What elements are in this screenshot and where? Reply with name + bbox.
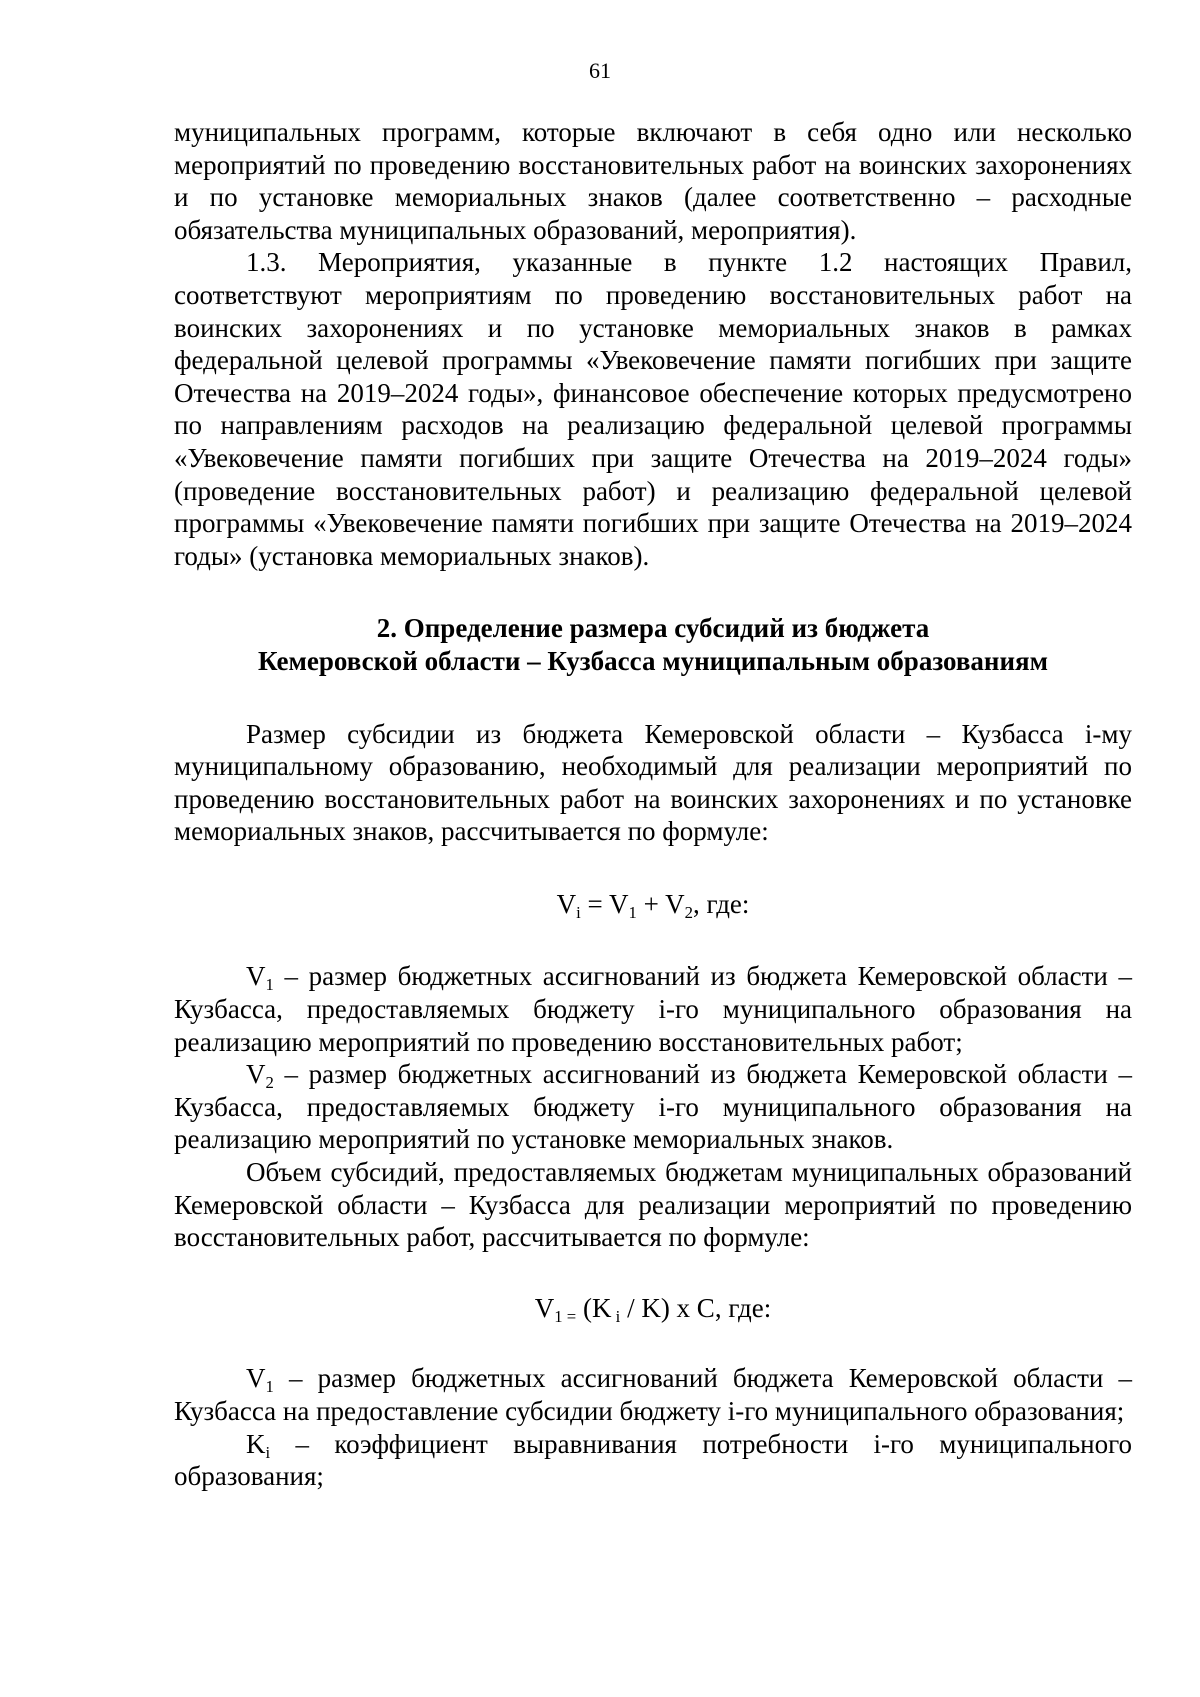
subsidy-size-paragraph: Размер субсидии из бюджета Кемеровской области – Кузбасса i-му муниципальному образованию, необходимый для реализации мероприятий по проведению восстановительных работ на воинских захоронениях и по установке мемориальных знаков, рассчитывается по формуле: (174, 718, 1132, 847)
section-2-heading (174, 612, 1132, 677)
definition-v2-text: – размер бюджетных ассигнований из бюджета Кемеровской области – Кузбасса, предоставляемых бюджету i-го муниципального образования на реализацию мероприятий по установке мемориальных знаков. (174, 1059, 1132, 1155)
formula-vi-plus: + V (636, 888, 685, 919)
page-number: 61 (589, 58, 611, 83)
definition-v1-budget-symbol: V (246, 1363, 266, 1394)
formula-vi (174, 888, 1132, 921)
formula-vi-sub-1: 1 (628, 902, 637, 922)
definition-v1-symbol: V (246, 961, 266, 992)
formula-v1-rest: / K) x C, где: (620, 1292, 772, 1323)
definition-ki-symbol: K (246, 1428, 266, 1459)
formula-v1-sub-i: i (611, 1306, 621, 1326)
formula-v1-open: (K (576, 1292, 612, 1323)
document-body (174, 116, 1132, 1493)
formula-v1-sub: 1 = (554, 1306, 577, 1326)
definition-ki-sub: i (265, 1442, 271, 1462)
definition-v2 (174, 1058, 1132, 1156)
clause-1-3-paragraph: 1.3. Мероприятия, указанные в пункте 1.2 настоящих Правил, соответствуют мероприятиям по проведению восстановительных работ на воинских захоронениях и по установке мемориальных знаков в рамках федеральной целевой программы «Увековечение памяти погибших при защите Отечества на 2019–2024 годы», финансовое обеспечение которых предусмотрено по направлениям расходов на реализацию федеральной целевой программы «Увековечение памяти погибших при защите Отечества на 2019–2024 годы» (проведение восстановительных работ) и реализацию федеральной целевой программы «Увековечение памяти погибших при защите Отечества на 2019–2024 годы» (установка мемориальных знаков). (174, 247, 1132, 571)
definition-ki-text: – коэффициент выравнивания потребности i-го муниципального образования; (174, 1428, 1132, 1492)
section-2-heading-line-2: Кемеровской области – Кузбасса муниципальным образованиям (257, 645, 1049, 676)
definition-v1 (174, 960, 1132, 1058)
subsidy-volume-paragraph: Объем субсидий, предоставляемых бюджетам муниципальных образований Кемеровской области – Кузбасса для реализации мероприятий по проведению восстановительных работ, рассчитывается по формуле: (174, 1157, 1132, 1253)
definition-ki (174, 1428, 1132, 1493)
definition-v1-budget-sub: 1 (265, 1377, 274, 1397)
definition-v2-sub: 2 (265, 1073, 274, 1093)
formula-vi-sub-2: 2 (684, 902, 693, 922)
formula-v1 (174, 1292, 1132, 1325)
definition-v1-budget-text: – размер бюджетных ассигнований бюджета Кемеровской области – Кузбасса на предоставление субсидии бюджету i-го муниципального образования; (174, 1363, 1132, 1426)
formula-vi-tail: , где: (692, 888, 750, 919)
definition-v2-symbol: V (246, 1059, 266, 1090)
definition-v1-sub: 1 (265, 975, 274, 995)
section-2-heading-line-1: 2. Определение размера субсидий из бюджета (376, 613, 930, 644)
formula-v1-symbol: V (534, 1292, 555, 1323)
formula-vi-symbol: V (556, 888, 577, 919)
definition-v1-budget (174, 1362, 1132, 1427)
definition-v1-text: – размер бюджетных ассигнований из бюджета Кемеровской области – Кузбасса, предоставляемых бюджету i-го муниципального образования на реализацию мероприятий по проведению восстановительных работ; (174, 961, 1132, 1057)
formula-vi-sub-i: i (576, 902, 581, 922)
intro-continuation-paragraph: муниципальных программ, которые включают в себя одно или несколько мероприятий по проведению восстановительных работ на воинских захоронениях и по установке мемориальных знаков (далее соответственно – расходные обязательства муниципальных образований, мероприятия). (174, 117, 1132, 245)
formula-vi-eq: = V (580, 888, 629, 919)
